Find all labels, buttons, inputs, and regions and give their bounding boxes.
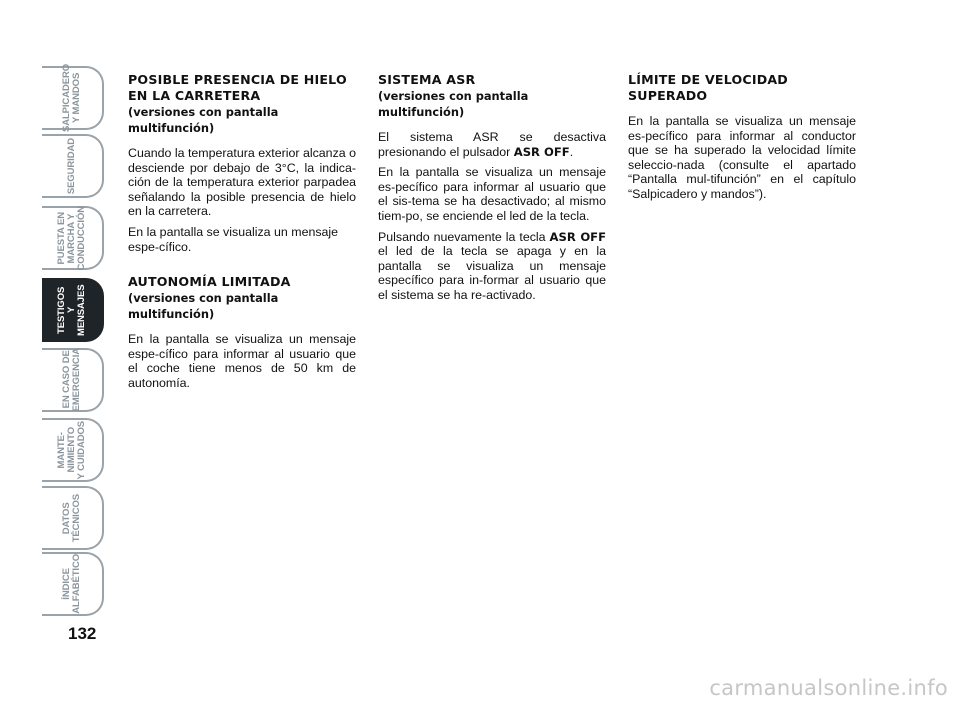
asr-off-label: ASR OFF [549,229,607,244]
tab-testigos-y-mensajes[interactable] [42,278,104,342]
tab-label: PUESTA EN MARCHA Y CONDUCCIÓN [56,205,87,271]
heading-subtitle: (versiones con pantalla multifunción) [378,89,529,119]
column-1 [128,72,356,397]
tab-datos-tecnicos[interactable] [42,486,104,550]
paragraph: En la pantalla se visualiza un mensaje espe-cífico para informar al usuario que el coche tiene menos de 50 km de autonomía. [128,332,356,390]
paragraph: En la pantalla se visualiza un mensaje es-pecífico para informar al conductor que se ha superado la velocidad límite seleccio-nada (consulte el apartado “Pantalla mul-tifunción” en el capítulo “Salpicadero y mandos”). [628,114,856,201]
watermark: carmanualsonline.info [709,676,948,700]
paragraph [378,230,606,303]
tab-puesta-en-marcha[interactable] [42,206,104,270]
tab-label: TESTIGOS Y MENSAJES [56,284,87,336]
paragraph: En la pantalla se visualiza un mensaje es-pecífico para informar al usuario que el sis-tema se ha desactivado; al mismo tiem-po, se enciende el led de la tecla. [378,165,606,223]
heading-subtitle: (versiones con pantalla multifunción) [128,291,279,322]
column-3 [628,72,856,208]
heading-text: AUTONOMÍA LIMITADA [128,274,291,290]
heading-subtitle: (versiones con pantalla multifunción) [128,105,279,135]
heading-text: LÍMITE DE VELOCIDAD SUPERADO [628,72,788,103]
section-title-hielo [128,72,356,136]
tab-salpicadero-y-mandos[interactable] [42,63,104,133]
tab-label: DATOS TÉCNICOS [61,493,82,543]
tab-label: EN CASO DE EMERGENCIA [61,348,82,412]
text-run: Pulsando nuevamente la tecla [378,229,550,244]
tab-label: SALPICADERO Y MANDOS [61,63,82,133]
tab-label: SEGURIDAD [66,137,77,195]
page-number: 132 [68,624,97,643]
paragraph: En la pantalla se visualiza un mensaje espe-cífico. [128,224,339,254]
tab-indice-alfabetico[interactable] [42,552,104,616]
column-2 [378,72,606,309]
heading-text: POSIBLE PRESENCIA DE HIELO EN LA CARRETERA [128,72,347,103]
tab-label: MANTE- NIMIENTO Y CUIDADOS [56,420,87,480]
text-run: El sistema ASR se desactiva presionando el pulsador [378,130,606,159]
section-title-autonomia [128,274,356,322]
section-title-limite-velocidad [628,72,856,104]
tab-en-caso-de-emergencia[interactable] [42,348,104,412]
tab-label: ÍNDICE ALFABÉTICO [61,554,82,614]
tab-seguridad[interactable] [42,134,104,198]
paragraph [378,130,606,159]
tab-mantenimiento[interactable] [42,418,104,482]
heading-text: SISTEMA ASR [378,72,476,87]
paragraph: Cuando la temperatura exterior alcanza o desciende por debajo de 3°C, la indica-ción de la temperatura exterior parpadea señalando la posible presencia de hielo en la carretera. [128,146,356,219]
text-run: el led de la tecla se apaga y en la pantalla se visualiza un mensaje específico para in-formar al usuario que el sistema se ha re-activado. [378,244,606,302]
section-title-asr [378,72,606,120]
text-run: . [569,144,574,159]
asr-off-label: ASR OFF [513,144,570,159]
